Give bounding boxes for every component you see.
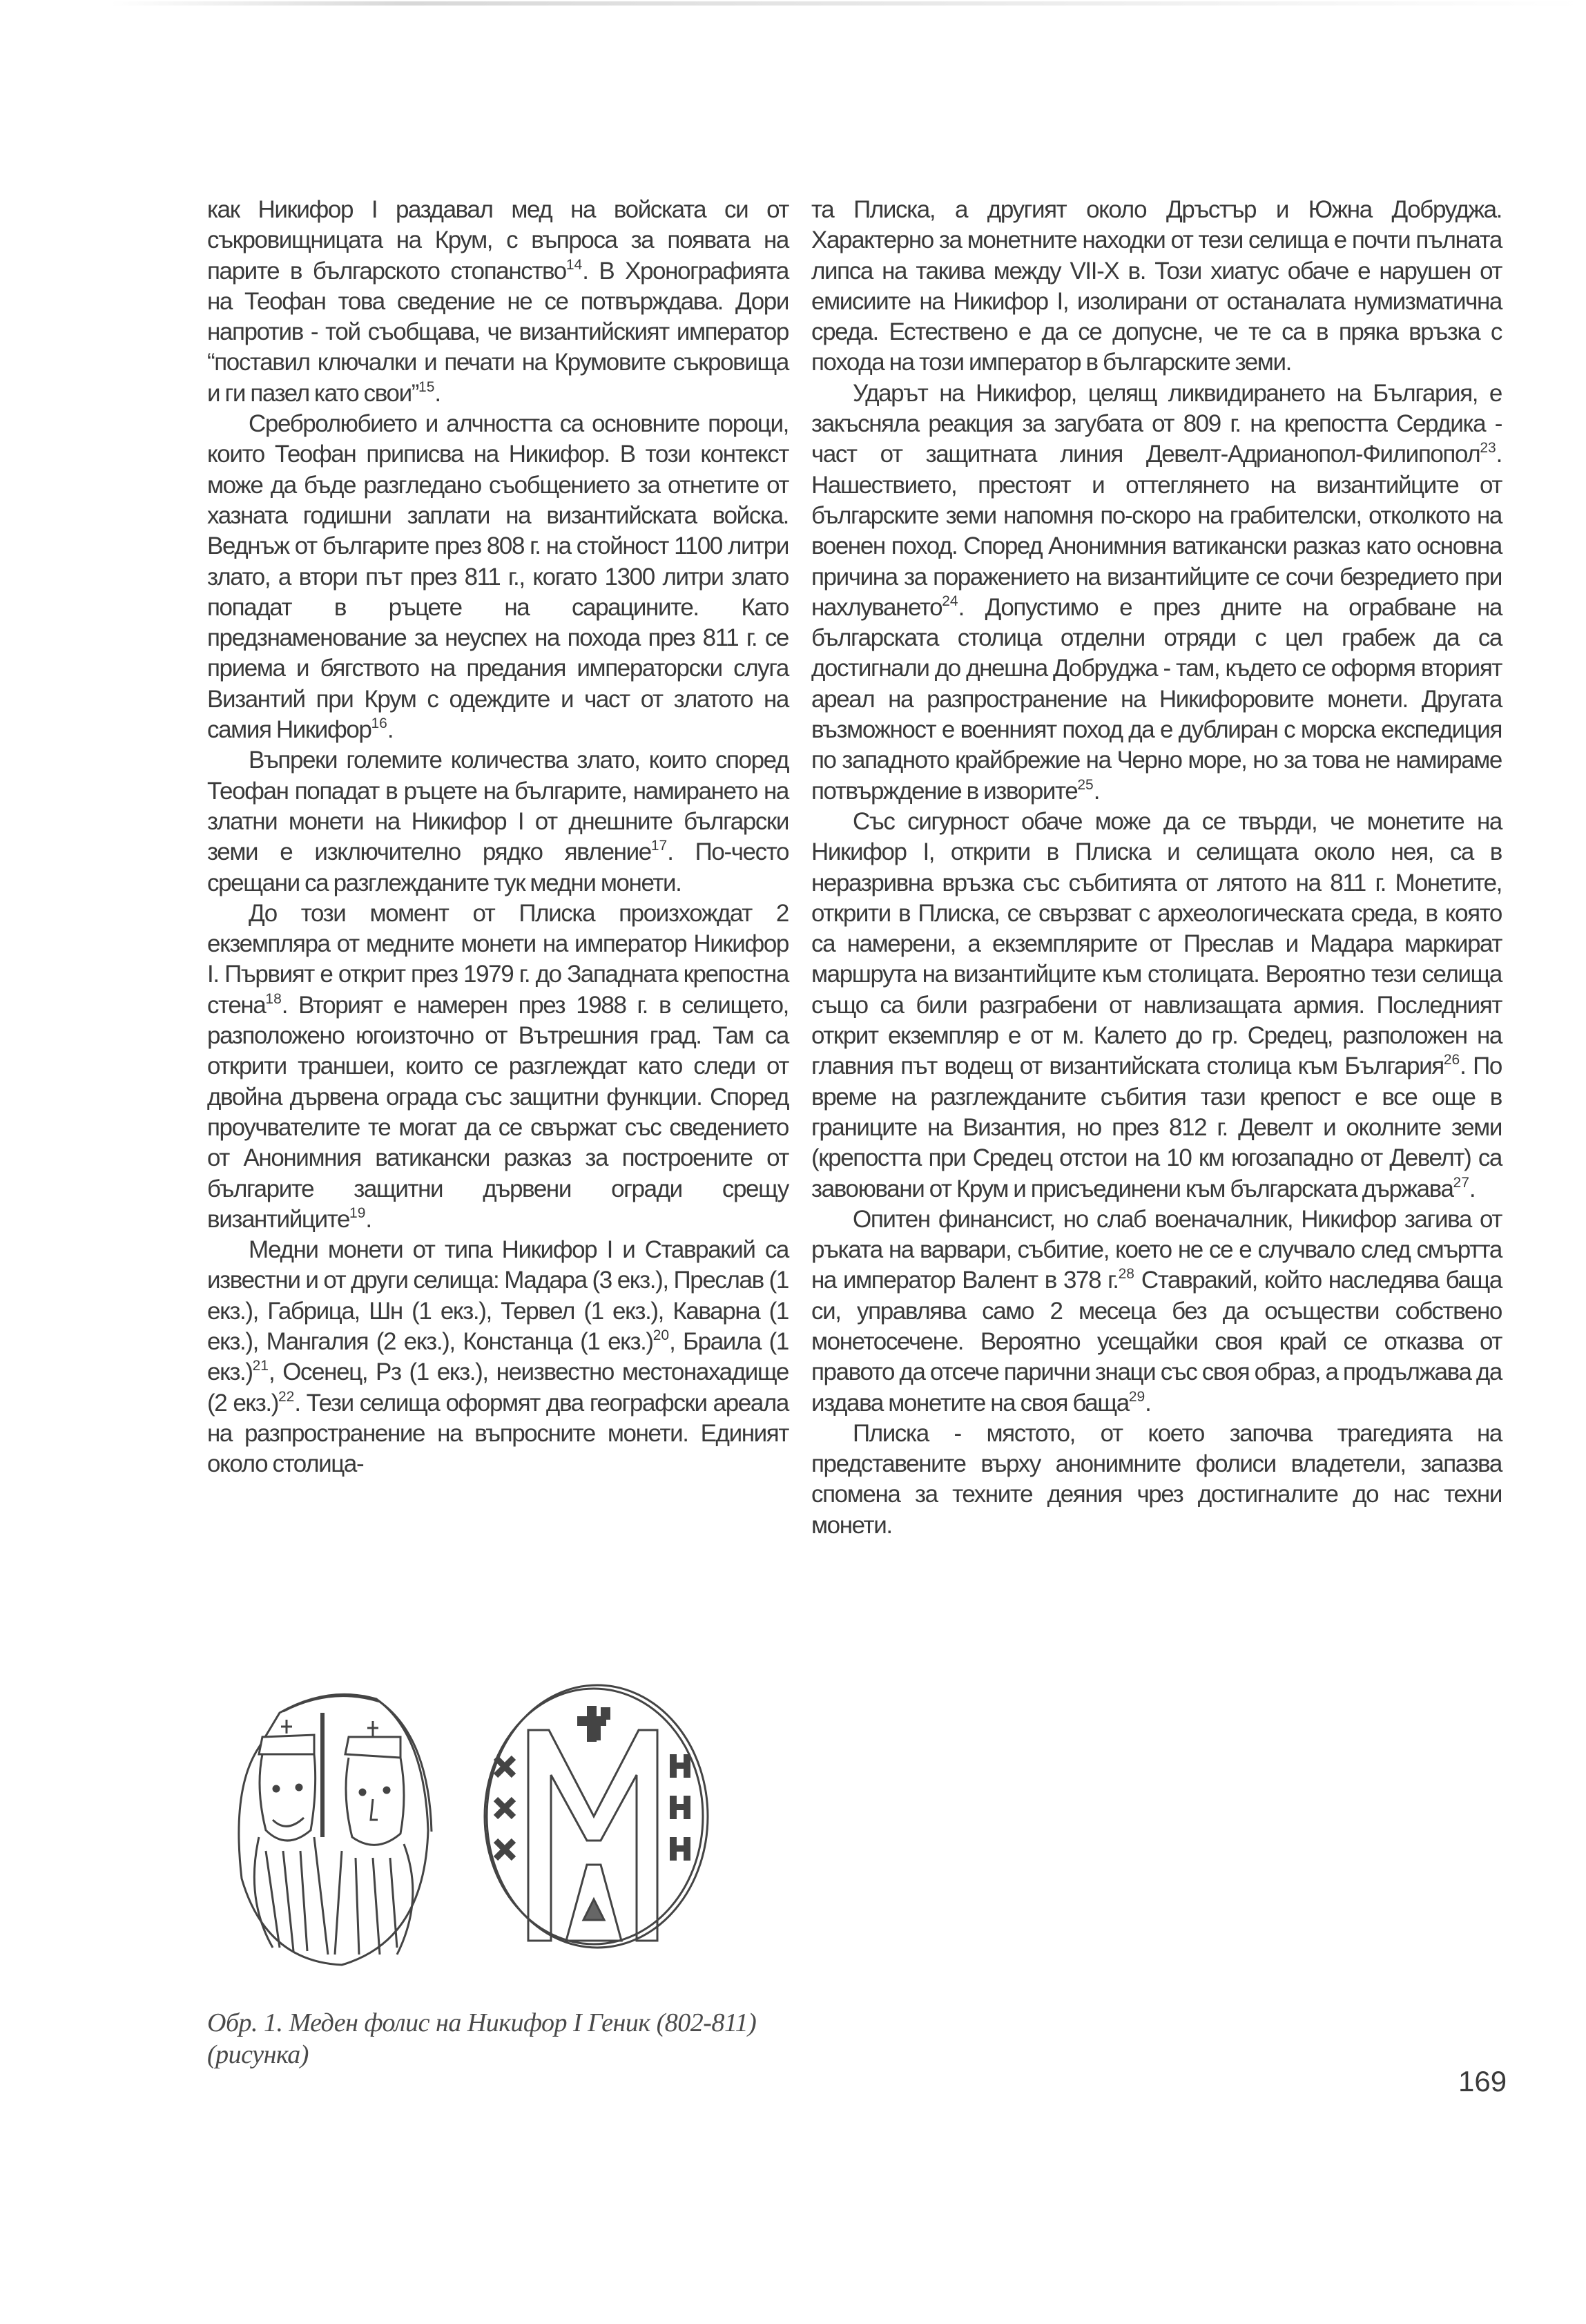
paragraph: Със сигурност обаче може да се твърди, че монетите на Никифор I, открити в Плиска и селищата около нея, са в неразривна връзка със събитията от лятото на 811 г. Монетите, открити в Плиска, се свързват с археологическата среда, в която са намерени, а екземплярите от Преслав и Мадара маркират маршрута на византийците към столицата. Вероятно тези селища също са били разграбени от навлизащата армия. Последният открит екземпляр е от м. Калето до гр. Средец, разположен на главния път водещ от византийската столица към България$^{26}$. По време на разглежданите събития тази крепост е все още в границите на Византия, но през 812 г. Девелт и околните земи (крепостта при Средец отстои на 10 км югозападно от Девелт) са завоювани от Крум и присъединени към българската държава$^{27}$. <box>811 807 1502 1202</box>
footnote-ref: 14 <box>565 256 583 273</box>
paragraph: До този момент от Плиска произхождат 2 екземпляра от медните монети на император Никифор I. Първият е открит през 1979 г. до Западната крепостна стена$^{18}$. Вторият е намерен през 1988 г. в селището, разположено югоизточно от Вътрешния град. Там са открити траншеи, които се разглеждат като следи от двойна дървена ограда със защитни функции. Според проучвателите те могат да се свържат със сведението от Анонимния ватикански разказ за построените от българите защитни дървени огради срещу византийците$^{19}$. <box>207 899 789 1233</box>
footnote-ref: 29 <box>1128 1388 1145 1405</box>
footnote-ref: 17 <box>650 838 668 854</box>
paragraph: Медни монети от типа Никифор I и Ставракий са известни и от други селища: Мадара (3 екз.), Преслав (1 екз.), Габрица, Шн (1 екз.), Тервел (1 екз.), Каварна (1 екз.), Мангалия (2 екз.), Констанца (1 екз.)$^{20}$, Браила (1 екз.)$^{21}$, Осенец, Рз (1 екз.), неизвестно местонахадище (2 екз.)$^{22}$. Тези селища оформят два географски ареала на разпространение на въпросните монети. Единият около столица- <box>207 1236 789 1478</box>
paragraph: как Никифор I раздавал мед на войската си от съкровищницата на Крум, с въпроса за появата на парите в българското стопанство$^{14}$. В Хронографията на Теофан това сведение не се потвърждава. Дори напротив - той съобщава, че византийският император “поставил ключалки и печати на Крумовите съкровища и ги пазел като свои”$^{15}$. <box>207 196 789 407</box>
right-column <box>811 195 1502 1541</box>
scan-artifact <box>110 1 1581 6</box>
page-number: 169 <box>1458 2065 1507 2097</box>
left-column <box>207 195 789 1479</box>
paragraph: та Плиска, а другият около Дръстър и Южна Добруджа. Характерно за монетните находки от тези селища е почти пълната липса на такива между VII-X в. Този хиатус обаче е нарушен от емисиите на Никифор I, изолирани от останалата нумизматична среда. Естествено е да се допусне, че те са в пряка връзка с похода на този император в българските земи. <box>811 196 1502 376</box>
footnote-ref: 28 <box>1118 1266 1134 1283</box>
paragraph: Плиска - мястото, от което започва трагедията на представените върху анонимните фолиси владетели, запазва спомена за техните деяния чрез достигналите до нас техни монети. <box>811 1419 1502 1539</box>
coin-reverse-image <box>476 1678 711 1955</box>
footnote-ref: 27 <box>1453 1174 1469 1191</box>
footnote-ref: 26 <box>1443 1052 1460 1068</box>
paragraph: Опитен финансист, но слаб военачалник, Никифор загива от ръката на варвари, събитие, което не се е случвало след смъртта на император Валент в 378 г.$^{28}$ Ставракий, който наследява баща си, управлява само 2 месеца без да осъществи собствено монетосечене. Вероятно усещайки своя край се отказва от правото да отсече парични знаци със своя образ, а продължава да издава монетите на своя баща$^{29}$. <box>811 1205 1502 1417</box>
footnote-ref: 25 <box>1077 776 1094 793</box>
paragraph: Ударът на Никифор, целящ ликвидирането на България, е закъсняла реакция за загубата от 809 г. на крепостта Сердика - част от защитната линия Девелт-Адрианопол-Филипопол$^{23}$. Нашествието, престоят и оттеглянето на византийците от българските земи напомня по-скоро на грабителски, отколкото на военен поход. Според Анонимния ватикански разказ като основна причина за поражението на византийците се сочи безредието при нахлуването$^{24}$. Допустимо е през дните на ограбване на българската столица отделни отряди с цел грабеж да са достигнали до днешна Добруджа - там, където се оформя вторият ареал на разпространение на Никифоровите монети. Другата възможност е военният поход да е дублиран с морска експедиция по западното крайбрежие на Черно море, но за това не намираме потвърждение в изворите$^{25}$. <box>811 379 1502 805</box>
footnote-ref: 21 <box>252 1358 269 1374</box>
figure-caption: Обр. 1. Меден фолис на Никифор I Геник (802-811) (рисунка) <box>207 2008 757 2069</box>
paragraph: Сребролюбието и алчността са основните пороци, които Теофан приписва на Никифор. В този контекст може да бъде разгледано съобщението за отнетите от хазната годишни заплати на византийската войска. Веднъж от българите през 808 г. на стойност 1100 литри злато, а втори път през 811 г., когато 1300 литри злато попадат в ръцете на сарацините. Като предзнаменование за неуспех на похода през 811 г. се приема и бягството на предания императорски слуга Византий при Крум с одеждите и част от златото на самия Никифор$^{16}$. <box>207 410 789 744</box>
footnote-ref: 16 <box>371 716 387 732</box>
footnote-ref: 24 <box>942 593 958 609</box>
coin-obverse-image <box>217 1671 438 1975</box>
footnote-ref: 18 <box>265 990 282 1007</box>
footnote-ref: 20 <box>652 1327 670 1343</box>
footnote-ref: 19 <box>349 1204 366 1221</box>
figure-coins <box>186 1644 808 2003</box>
footnote-ref: 22 <box>278 1388 295 1405</box>
footnote-ref: 23 <box>1480 440 1496 457</box>
paragraph: Въпреки големите количества злато, които според Теофан попадат в ръцете на българите, намирането на златни монети на Никифор I от днешните български земи е изключително рядко явление$^{17}$. По-често срещани са разглежданите тук медни монети. <box>207 747 789 896</box>
footnote-ref: 15 <box>418 378 435 395</box>
